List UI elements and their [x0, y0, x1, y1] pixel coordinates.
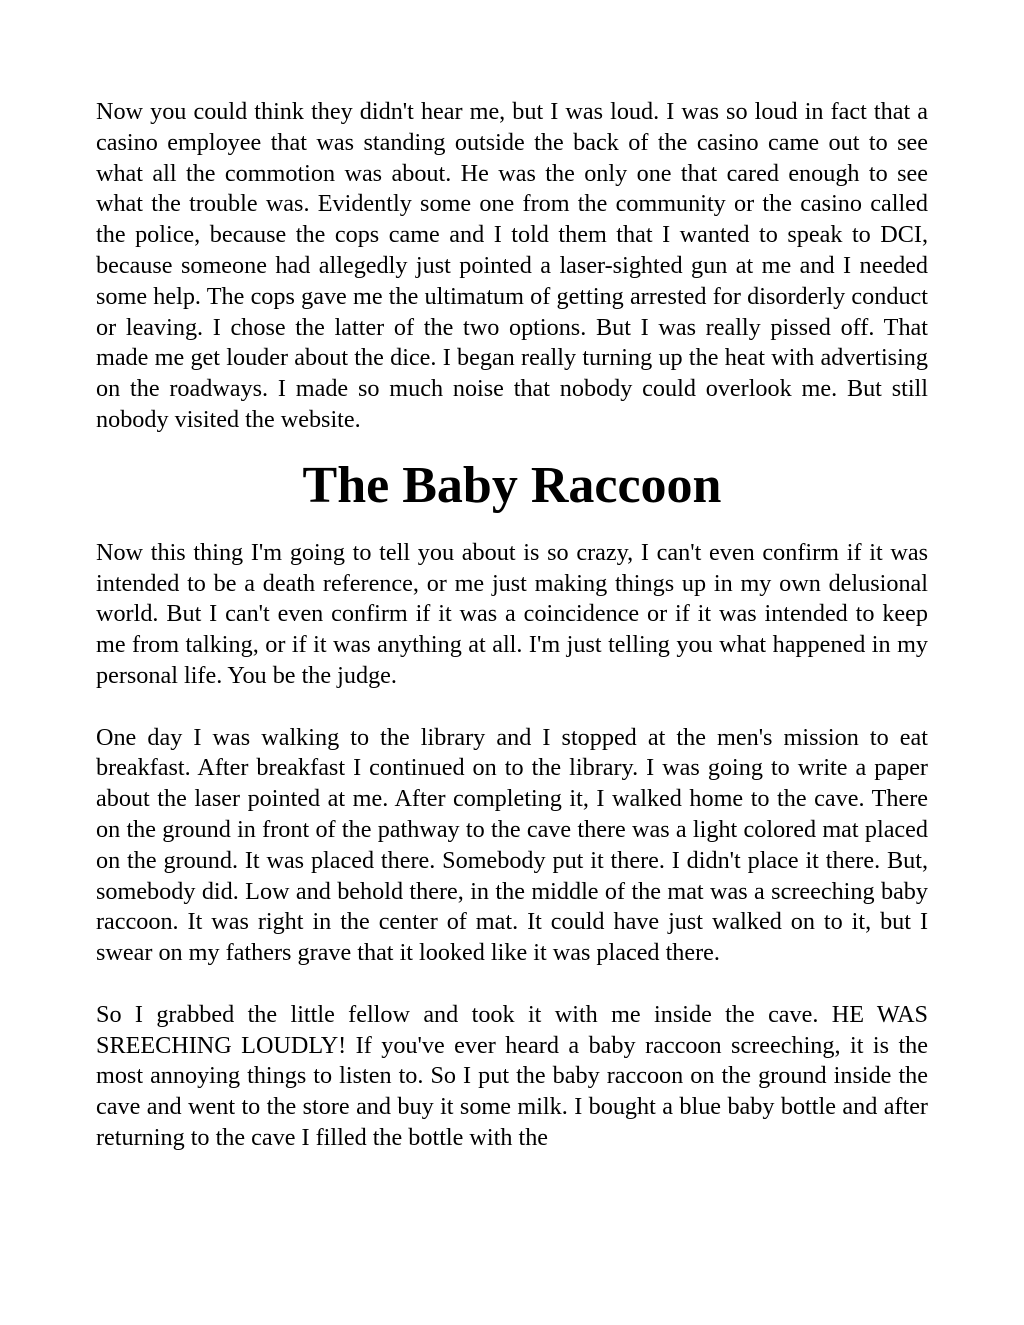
paragraph-spacer: [96, 692, 928, 723]
paragraph: One day I was walking to the library and I stopped at the men's mission to eat breakfast. After breakfast I continued on to the library. I was going to write a paper about the laser pointed at me. After completing it, I walked home to the cave. There on the ground in front of the pathway to the cave there was a light colored mat placed on the ground. It was placed there. Somebody put it there. I didn't place it there. But, somebody did. Low and behold there, in the middle of the mat was a screeching baby raccoon. It was right in the center of mat. It could have just walked on to it, but I swear on my fathers grave that it looked like it was placed there.: [96, 723, 928, 967]
paragraph: Now this thing I'm going to tell you about is so crazy, I can't even confirm if it was intended to be a death reference, or me just making things up in my own delusional world. But I can't even confirm if it was a coincidence or if it was intended to keep me from talking, or if it was anything at all. I'm just telling you what happened in my personal life. You be the judge.: [96, 538, 928, 689]
paragraph: Now you could think they didn't hear me, but I was loud. I was so loud in fact that a casino employee that was standing outside the back of the casino came out to see what all the commotion was about. He was the only one that cared enough to see what the trouble was. Evidently some one from the community or the casino called the police, because the cops came and I told them that I wanted to speak to DCI, because someone had allegedly just pointed a laser-sighted gun at me and I needed some help. The cops gave me the ultimatum of getting arrested for disorderly conduct or leaving. I chose the latter of the two options. But I was really pissed off. That made me get louder about the dice. I began really turning up the heat with advertising on the roadways. I made so much noise that nobody could overlook me. But still nobody visited the website.: [96, 98, 928, 433]
paragraph-spacer: [96, 969, 928, 1000]
paragraph: So I grabbed the little fellow and took it with me inside the cave. HE WAS SREECHING LOUDLY! If you've ever heard a baby raccoon screeching, it is the most annoying things to listen to. So I put the baby raccoon on the ground inside the cave and went to the store and buy it some milk. I bought a blue baby bottle and after returning to the cave I filled the bottle with the: [96, 1000, 928, 1151]
document-page: [96, 97, 928, 1154]
section-title: The Baby Raccoon: [302, 456, 722, 514]
